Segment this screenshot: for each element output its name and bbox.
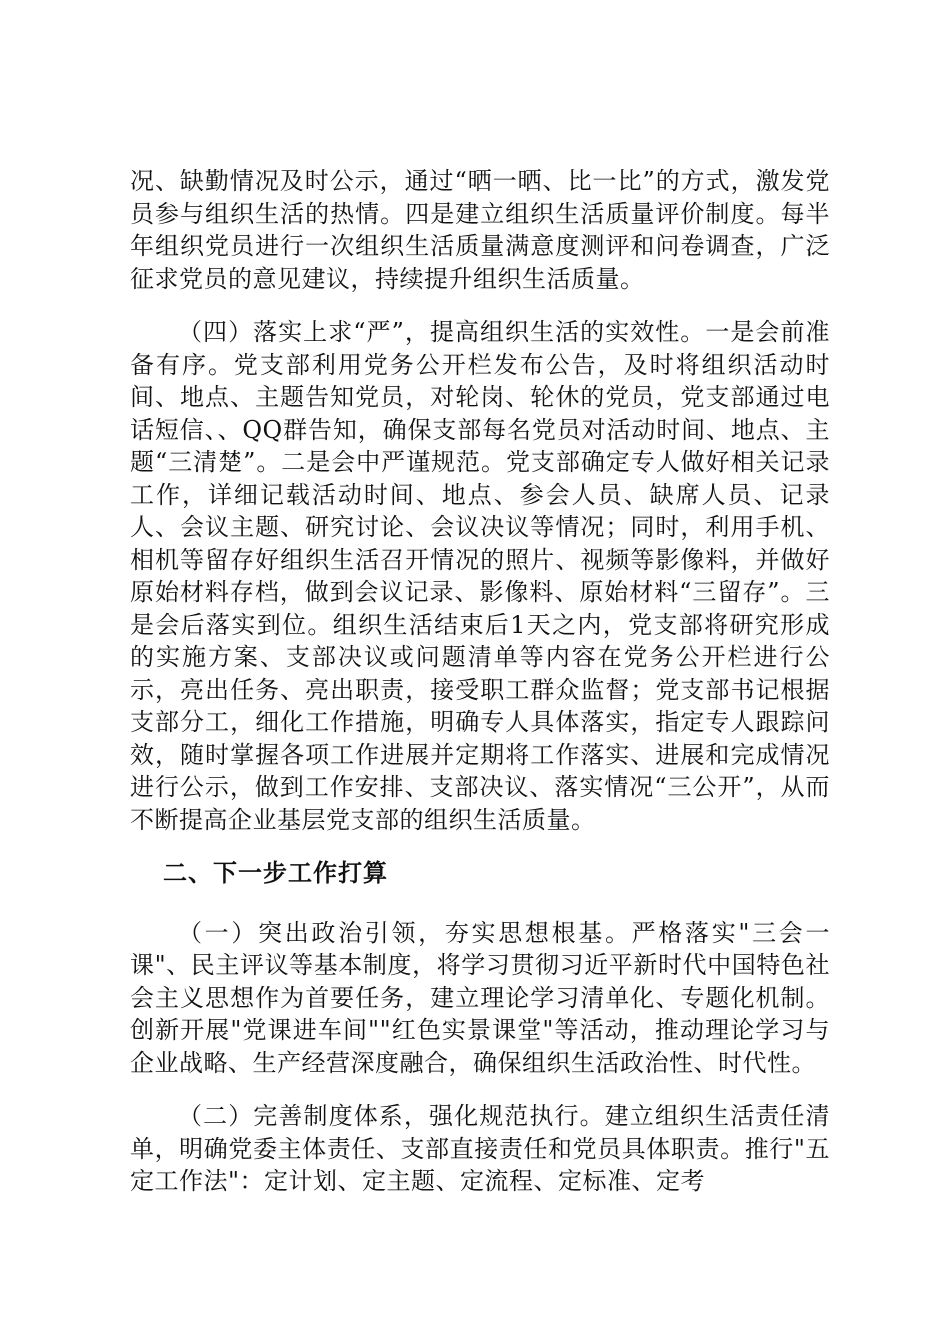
paragraph-political-guidance: （一）突出政治引领，夯实思想根基。严格落实"三会一课"、民主评议等基本制度，将学习贯彻习近平新时代中国特色社会主义思想作为首要任务，建立理论学习清单化、专题化机制。创新开展"党课进车间""红色实景课堂"等活动，推动理论学习与企业战略、生产经营深度融合，确保组织生活政治性、时代性。: [130, 918, 830, 1077]
document-page: [130, 165, 830, 1219]
paragraph-implementation-strict: （四）落实上求“严”，提高组织生活的实效性。一是会前准备有序。党支部利用党务公开栏发布公告，及时将组织活动时间、地点、主题告知党员，对轮岗、轮休的党员，党支部通过电话短信、、QQ群告知，确保支部每名党员对活动时间、地点、主题“三清楚”。二是会中严谨规范。党支部确定专人做好相关记录工作，详细记载活动时间、地点、参会人员、缺席人员、记录人、会议主题、研究讨论、会议决议等情况；同时，利用手机、相机等留存好组织生活召开情况的照片、视频等影像料，并做好原始材料存档，做到会议记录、影像料、原始材料“三留存”。三是会后落实到位。组织生活结束后1天之内，党支部将研究形成的实施方案、支部决议或问题清单等内容在党务公开栏进行公示，亮出任务、亮出职责，接受职工群众监督；党支部书记根据支部分工，细化工作措施，明确专人具体落实，指定专人跟踪问效，随时掌握各项工作进展并定期将工作落实、进展和完成情况进行公示，做到工作安排、支部决议、落实情况“三公开”，从而不断提高企业基层党支部的组织生活质量。: [130, 318, 830, 834]
paragraph-system-improvement: （二）完善制度体系，强化规范执行。建立组织生活责任清单，明确党委主体责任、支部直接责任和党员具体职责。推行"五定工作法"：定计划、定主题、定流程、定标准、定考: [130, 1102, 830, 1195]
paragraph-publicity-evaluation: 况、缺勤情况及时公示，通过“晒一晒、比一比”的方式，激发党员参与组织生活的热情。四是建立组织生活质量评价制度。每半年组织党员进行一次组织生活质量满意度测评和问卷调查，广泛征求党员的意见建议，持续提升组织生活质量。: [130, 167, 830, 293]
section-heading-next-steps: 二、下一步工作打算: [163, 859, 388, 887]
